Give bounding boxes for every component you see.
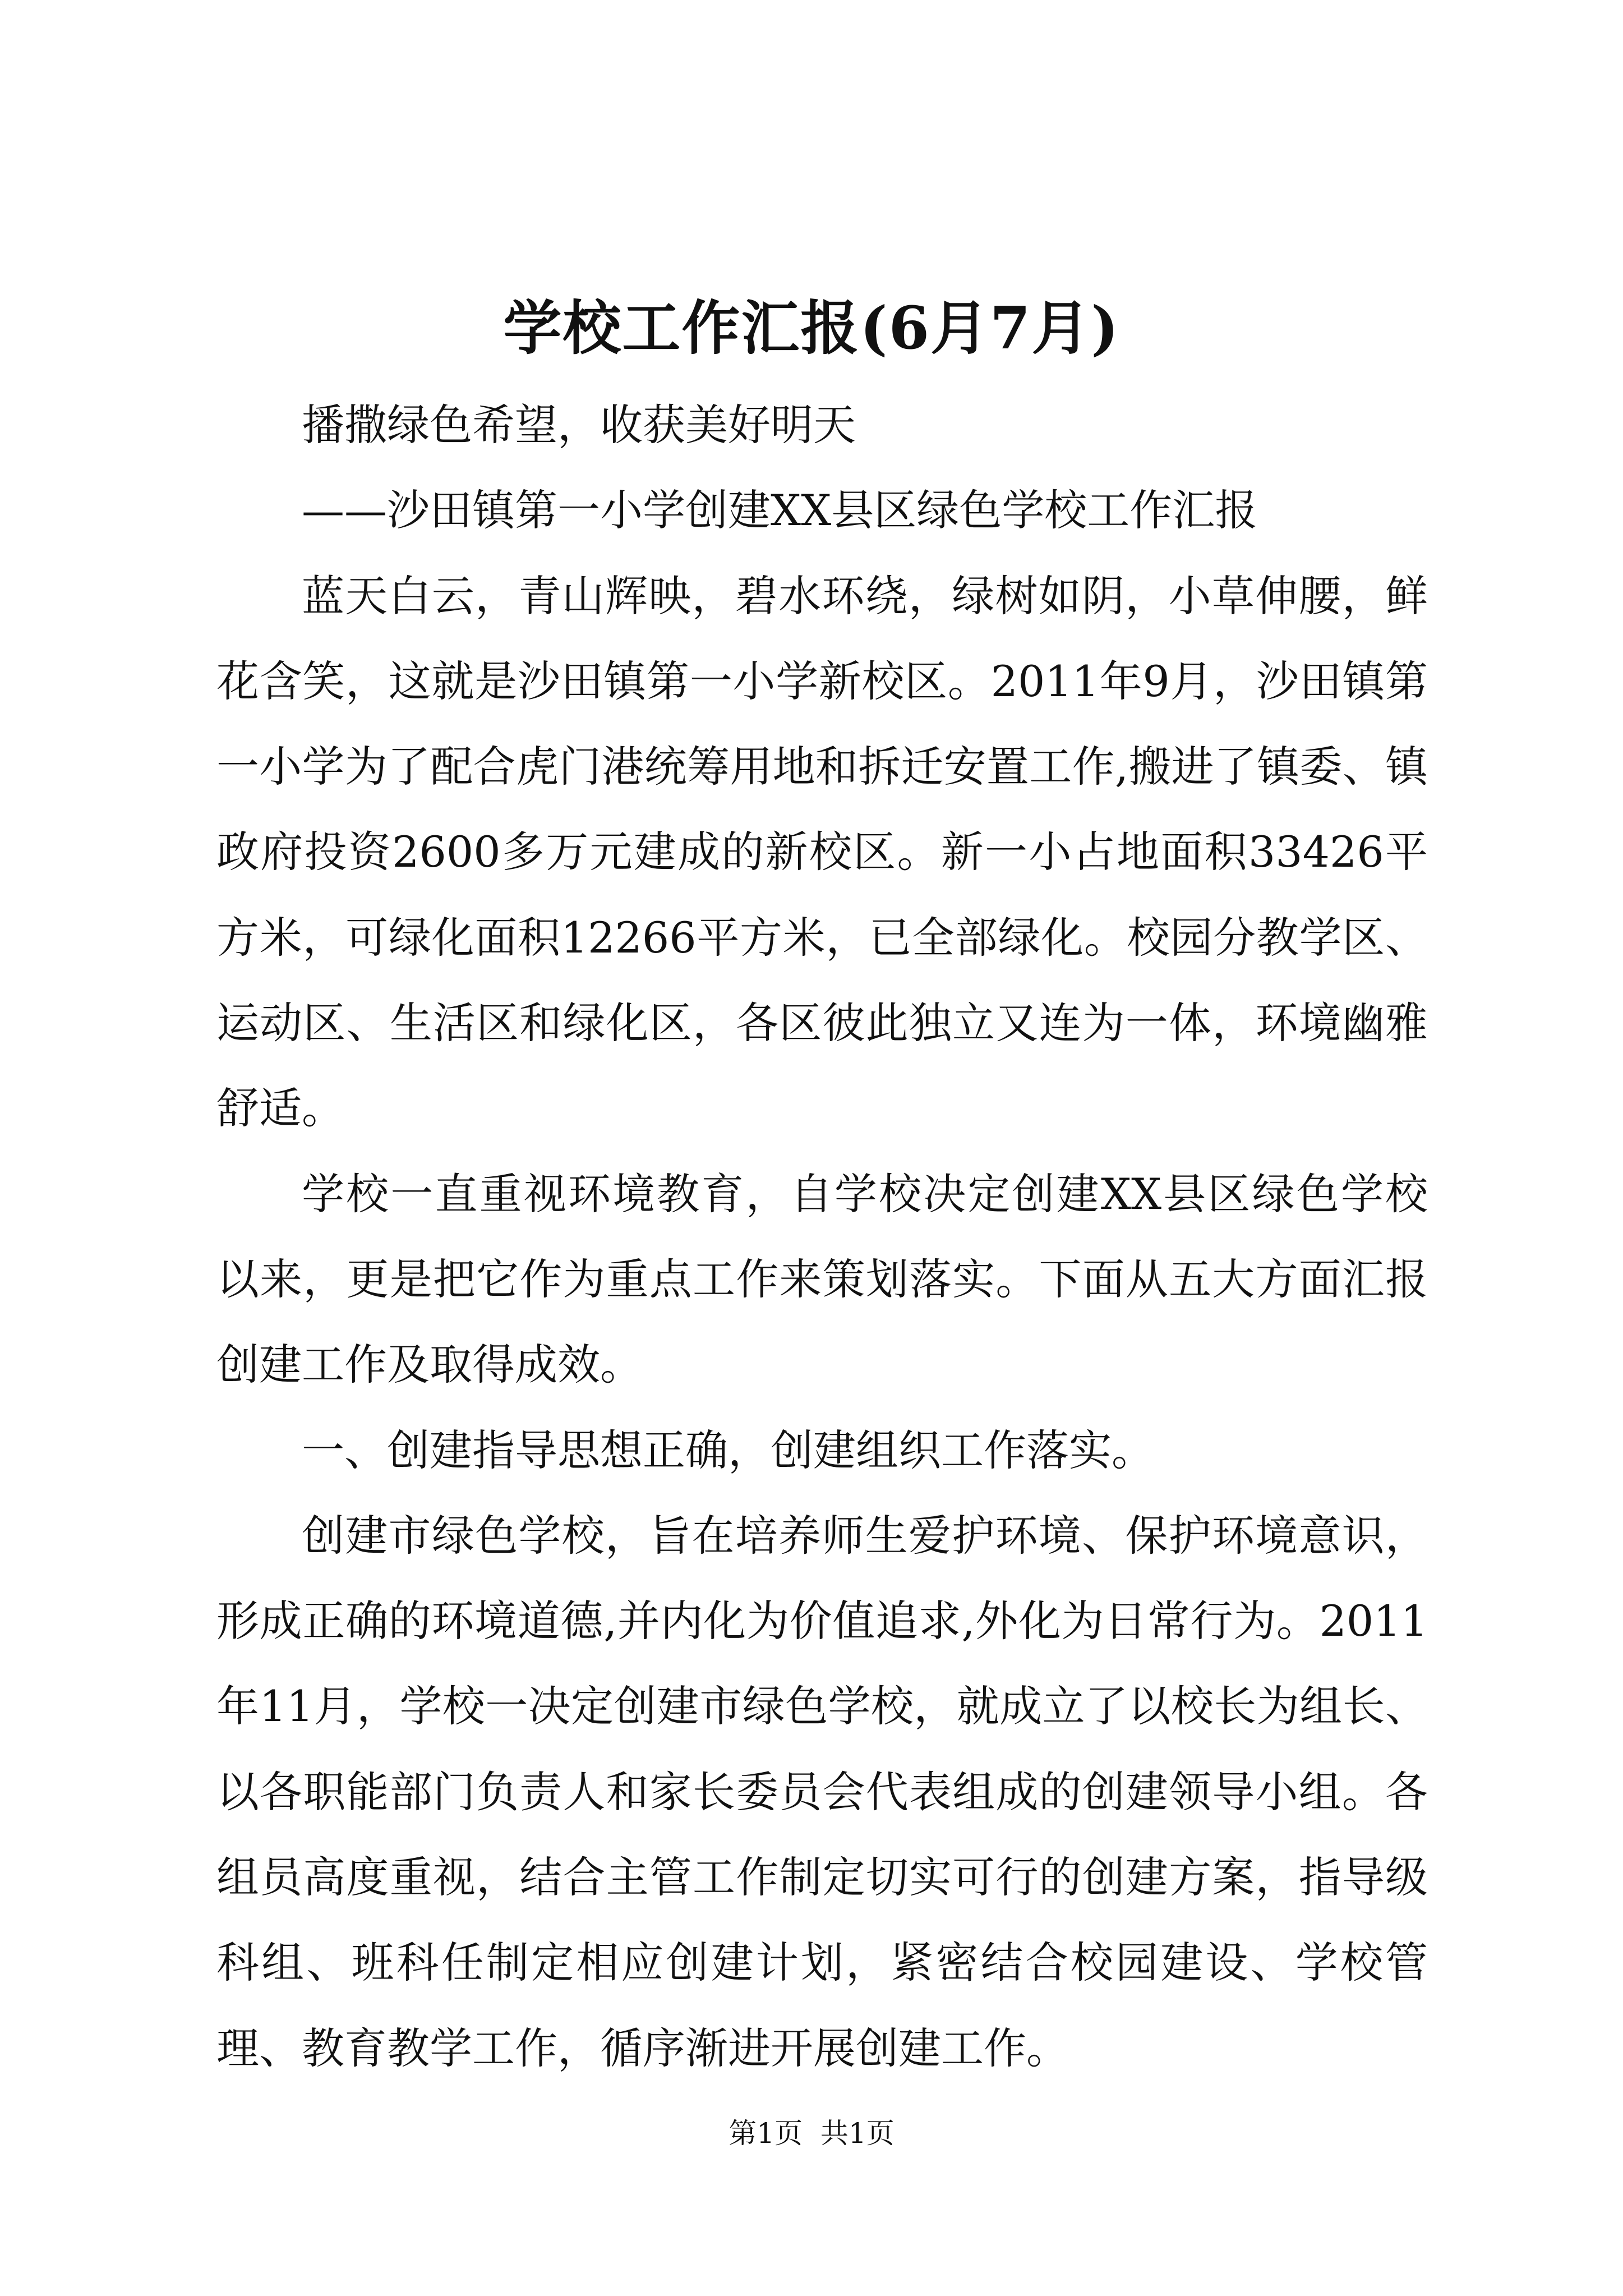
subtitle-line: ——沙田镇第一小学创建XX县区绿色学校工作汇报 xyxy=(302,485,1258,536)
document-body xyxy=(216,383,1428,2091)
paragraph-campus-intro: 蓝天白云，青山辉映，碧水环绕，绿树如阴，小草伸腰，鲜花含笑，这就是沙田镇第一小学新校区。2011年9月，沙田镇第一小学为了配合虎门港统筹用地和拆迁安置工作,搬进了镇委、镇政府投资2600多万元建成的新校区。新一小占地面积33426平方米，可绿化面积12266平方米，已全部绿化。校园分教学区、运动区、生活区和绿化区，各区彼此独立又连为一体，环境幽雅舒适。 xyxy=(216,570,1428,1134)
subtitle: 播撒绿色希望，收获美好明天 xyxy=(302,400,856,450)
page-total: 共1页 xyxy=(820,2117,895,2150)
section-heading-1: 一、创建指导思想正确，创建组织工作落实。 xyxy=(302,1425,1154,1475)
page-footer xyxy=(0,2114,1623,2153)
paragraph-section-1: 创建市绿色学校，旨在培养师生爱护环境、保护环境意识，形成正确的环境道德,并内化为价值追求,外化为日常行为。2011年11月，学校一决定创建市绿色学校，就成立了以校长为组长、以各职能部门负责人和家长委员会代表组成的创建领导小组。各组员高度重视，结合主管工作制定切实可行的创建方案，指导级科组、班科任制定相应创建计划，紧密结合校园建设、学校管理、教育教学工作，循序渐进开展创建工作。 xyxy=(216,1510,1428,2073)
paragraph-overview: 学校一直重视环境教育，自学校决定创建XX县区绿色学校以来，更是把它作为重点工作来策划落实。下面从五大方面汇报创建工作及取得成效。 xyxy=(216,1168,1428,1390)
document-title: 学校工作汇报(6月7月) xyxy=(503,293,1120,362)
page-number: 第1页 xyxy=(728,2117,803,2150)
